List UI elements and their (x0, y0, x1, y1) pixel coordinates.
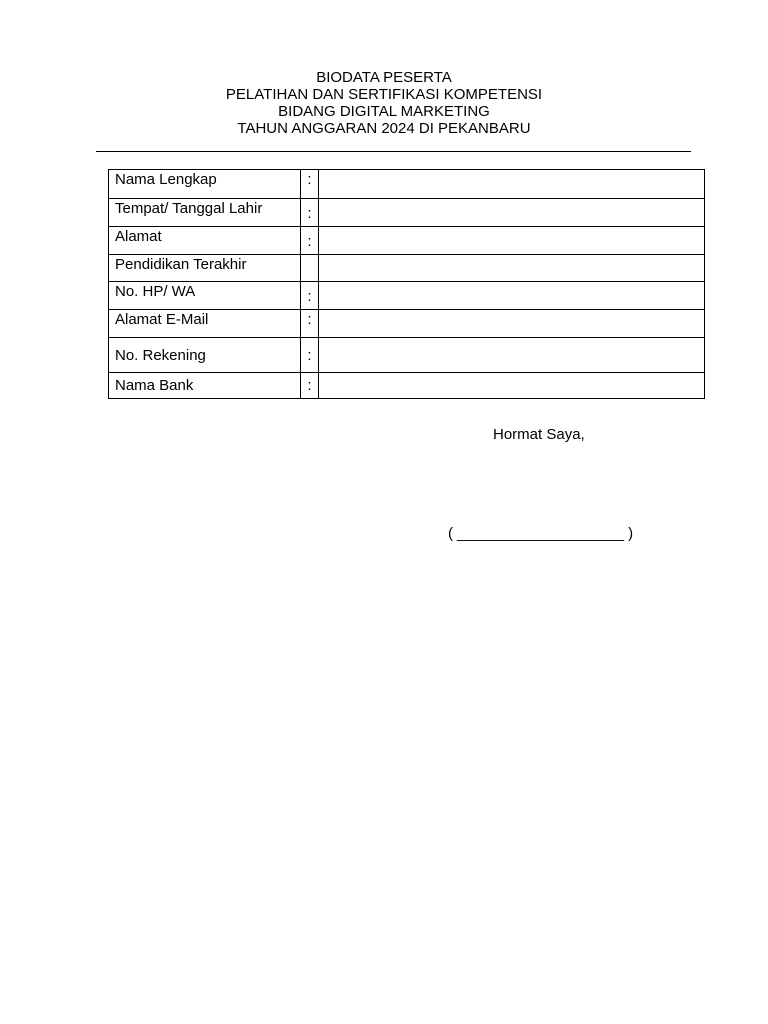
row-label: Nama Bank (109, 373, 301, 399)
row-colon (301, 255, 319, 282)
table-row (109, 255, 705, 282)
row-label: Alamat (109, 227, 301, 255)
row-label: Alamat E-Mail (109, 310, 301, 338)
field-name: BIDANG DIGITAL MARKETING (278, 103, 490, 120)
full-name-field[interactable] (319, 170, 705, 199)
row-colon: : (301, 227, 319, 255)
row-colon: : (301, 199, 319, 227)
table-row (109, 282, 705, 310)
bank-account-field[interactable] (319, 338, 705, 373)
table-row (109, 199, 705, 227)
address-field[interactable] (319, 227, 705, 255)
row-colon: : (301, 373, 319, 399)
table-row (109, 310, 705, 338)
row-label: Pendidikan Terakhir (109, 255, 301, 282)
row-colon: : (301, 170, 319, 199)
row-label: Nama Lengkap (109, 170, 301, 199)
birthplace-date-field[interactable] (319, 199, 705, 227)
last-education-field[interactable] (319, 255, 705, 282)
header-divider (96, 151, 691, 152)
document-header (0, 69, 768, 137)
row-colon: : (301, 282, 319, 310)
row-colon: : (301, 310, 319, 338)
program-name: PELATIHAN DAN SERTIFIKASI KOMPETENSI (225, 86, 543, 103)
phone-field[interactable] (319, 282, 705, 310)
table-row (109, 227, 705, 255)
document-title: BIODATA PESERTA (316, 69, 452, 86)
row-label: Tempat/ Tanggal Lahir (109, 199, 301, 227)
table-row (109, 170, 705, 199)
biodata-table (108, 169, 705, 399)
row-colon: : (301, 338, 319, 373)
table-row (109, 373, 705, 399)
fiscal-year-location: TAHUN ANGGARAN 2024 DI PEKANBARU (237, 120, 531, 137)
table-row (109, 338, 705, 373)
row-label: No. Rekening (109, 338, 301, 373)
email-field[interactable] (319, 310, 705, 338)
signature-line: ( ____________________ ) (448, 525, 634, 542)
row-label: No. HP/ WA (109, 282, 301, 310)
bank-name-field[interactable] (319, 373, 705, 399)
signature-closing: Hormat Saya, (493, 426, 585, 443)
